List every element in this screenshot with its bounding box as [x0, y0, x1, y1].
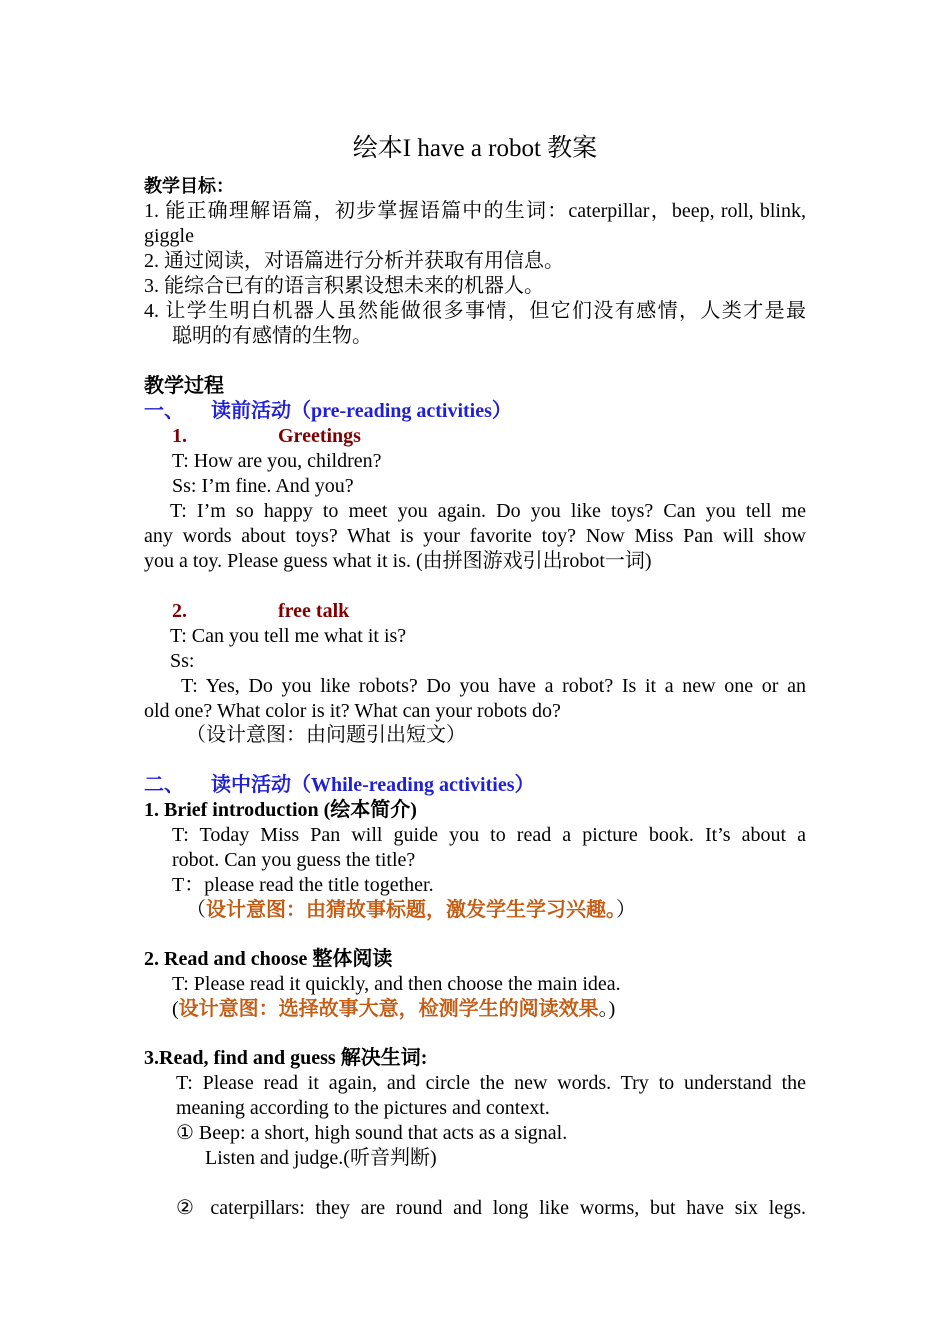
section-2-number: 二、: [144, 774, 184, 796]
greeting-line-2: Ss: I’m fine. And you?: [172, 475, 354, 497]
section-1-number: 一、: [144, 400, 184, 422]
design-note-text: 设计意图：由猜故事标题，激发学生学习兴趣。: [206, 899, 616, 921]
read-find-guess-heading-en: 3.Read, find and guess: [144, 1047, 341, 1069]
step-1-number: 1.: [172, 425, 187, 447]
vocab-beep: ① Beep: a short, high sound that acts as a signal.: [176, 1122, 568, 1144]
objectives-heading: 教学目标：: [144, 176, 234, 196]
vocab-beep-activity: Listen and judge.(听音判断): [205, 1147, 437, 1169]
greeting-line-3: T: I’m so happy to meet you again. Do you like toys? Can you tell me: [170, 500, 806, 522]
step-1-title: Greetings: [278, 425, 361, 447]
objective-1-line-2: giggle: [144, 225, 194, 247]
section-1-title: 读前活动（pre-reading activities）: [211, 400, 512, 422]
design-note-close: ）: [616, 899, 636, 921]
greeting-line-5: you a toy. Please guess what it is. (由拼图游戏引出robot一词): [144, 550, 652, 572]
greeting-line-4: any words about toys? What is your favorite toy? Now Miss Pan will show: [144, 525, 806, 547]
objective-3: 3. 能综合已有的语言积累设想未来的机器人。: [144, 275, 544, 297]
read-choose-design-note: [172, 997, 615, 1022]
step-2-title: free talk: [278, 600, 350, 622]
free-talk-line-4: old one? What color is it? What can your robots do?: [144, 700, 561, 722]
objective-4-line-2: 聪明的有感情的生物。: [172, 325, 372, 347]
design-note-text: 设计意图：选择故事大意，检测学生的阅读效果: [178, 998, 599, 1020]
read-find-guess-line-2: meaning according to the pictures and context.: [176, 1097, 550, 1119]
vocab-caterpillars: ② caterpillars: they are round and long like worms, but have six legs.: [176, 1197, 806, 1219]
section-2-title: 读中活动（While-reading activities）: [211, 774, 535, 796]
read-choose-line-1: T: Please read it quickly, and then choose the main idea.: [172, 973, 621, 995]
objective-1-line-1: 1. 能正确理解语篇，初步掌握语篇中的生词：caterpillar，beep, roll, blink,: [144, 200, 806, 222]
objective-4-line-1: 4. 让学生明白机器人虽然能做很多事情，但它们没有感情，人类才是最: [144, 300, 806, 322]
free-talk-line-2: Ss:: [170, 650, 195, 672]
step-2-number: 2.: [172, 600, 187, 622]
brief-intro-line-3: T：please read the title together.: [172, 874, 434, 896]
design-note-close: 。): [598, 998, 616, 1020]
design-note-open: (: [172, 998, 179, 1020]
design-note-open: （: [186, 899, 206, 921]
objective-2: 2. 通过阅读，对语篇进行分析并获取有用信息。: [144, 250, 564, 272]
greeting-line-1: T: How are you, children?: [172, 450, 382, 472]
read-find-guess-heading-zh: 解决生词:: [340, 1047, 428, 1069]
document-title: 绘本I have a robot 教案: [352, 135, 598, 162]
process-heading: 教学过程: [144, 375, 224, 397]
free-talk-design-note: （设计意图：由问题引出短文）: [186, 724, 466, 746]
brief-intro-design-note: [186, 898, 636, 923]
free-talk-line-1: T: Can you tell me what it is?: [170, 625, 407, 647]
read-find-guess-heading: [144, 1046, 427, 1071]
brief-intro-line-2: robot. Can you guess the title?: [172, 849, 416, 871]
read-choose-heading-zh: 整体阅读: [312, 948, 393, 970]
read-find-guess-line-1: T: Please read it again, and circle the new words. Try to understand the: [176, 1072, 806, 1094]
free-talk-line-3: T: Yes, Do you like robots? Do you have a robot? Is it a new one or an: [181, 675, 806, 697]
read-choose-heading-en: 2. Read and choose: [144, 948, 313, 970]
read-choose-heading: [144, 947, 392, 972]
brief-intro-line-1: T: Today Miss Pan will guide you to read a picture book. It’s about a: [172, 824, 806, 846]
brief-intro-heading: 1. Brief introduction (绘本简介): [144, 799, 417, 821]
